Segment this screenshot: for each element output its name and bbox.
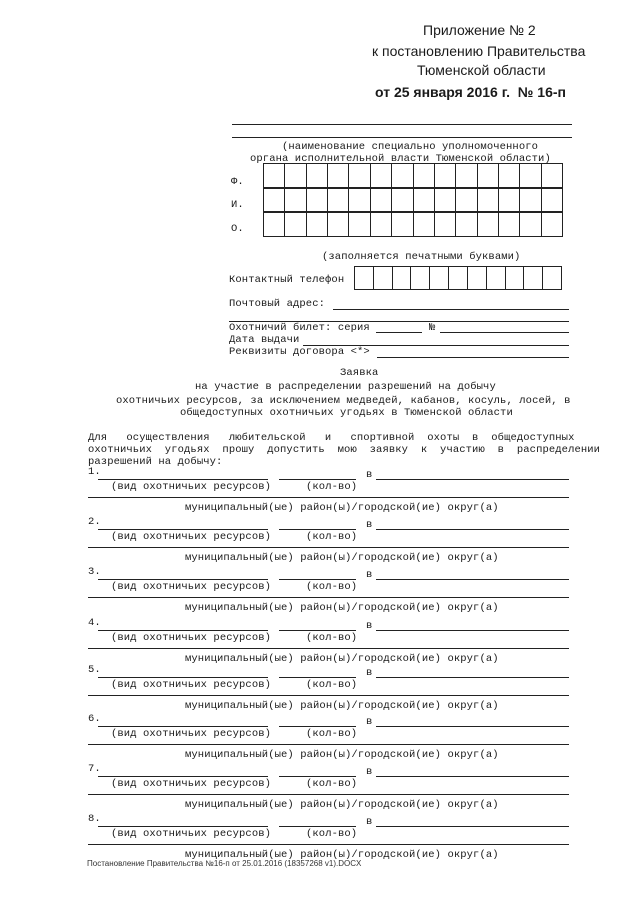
application-subtitle-3: общедоступных охотничьих угодьях в Тюменской области [180,407,513,419]
quantity-field[interactable] [279,726,356,727]
species-caption: (вид охотничьих ресурсов) [111,632,272,644]
authority-caption-1: (наименование специально уполномоченного [282,141,539,153]
application-subtitle-2: охотничьих ресурсов, за исключением медведей, кабанов, косуль, лосей, в [116,395,571,407]
in-word: в [366,667,373,679]
ticket-number-field[interactable] [440,332,569,333]
patronymic-letter-cells[interactable] [263,211,563,237]
district-field[interactable] [88,597,569,598]
entry-number: 2. [88,516,101,528]
application-subtitle-1: на участие в распределении разрешений на добычу [195,381,496,393]
entry-number: 1. [88,466,101,478]
quantity-caption: (кол-во) [306,778,358,790]
district-caption: муниципальный(ые) район(ы)/городской(ие) округ(а) [185,700,499,712]
district-caption: муниципальный(ые) район(ы)/городской(ие) округ(а) [185,849,499,861]
postal-address-field[interactable] [333,309,569,310]
surname-label: Ф. [231,176,244,188]
block-letters-note: (заполняется печатными буквами) [322,251,521,263]
district-caption: муниципальный(ые) район(ы)/городской(ие) округ(а) [185,602,499,614]
decree-reference-line1: к постановлению Правительства [372,43,586,59]
patronymic-label: О. [231,223,244,235]
footer-document-reference: Постановление Правительства №16-п от 25.01.2016 (18357268 v1).DOCX [87,859,362,868]
location-field[interactable] [376,479,569,480]
entry-number: 8. [88,813,101,825]
authority-caption-2: органа исполнительной власти Тюменской области) [250,153,551,165]
district-caption: муниципальный(ые) район(ы)/городской(ие) округ(а) [185,552,499,564]
decree-reference-line2: Тюменской области [417,62,546,78]
quantity-field[interactable] [279,479,356,480]
ticket-number-sign: № [429,322,436,334]
district-field[interactable] [88,547,569,548]
request-text-3: разрешений на добычу: [88,456,223,468]
quantity-field[interactable] [279,529,356,530]
entry-number: 5. [88,664,101,676]
district-caption: муниципальный(ые) район(ы)/городской(ие) округ(а) [185,749,499,761]
species-field[interactable] [98,677,268,678]
species-field[interactable] [98,776,268,777]
district-field[interactable] [88,844,569,845]
phone-digit-cells[interactable] [354,266,562,290]
district-field[interactable] [88,695,569,696]
species-field[interactable] [98,579,268,580]
location-field[interactable] [376,776,569,777]
issue-date-label: Дата выдачи [229,334,300,346]
quantity-field[interactable] [279,579,356,580]
surname-letter-cells[interactable] [263,163,563,189]
request-text-2: охотничьих угодьях прошу допустить мою заявку к участию в распределении [88,444,601,456]
district-caption: муниципальный(ые) район(ы)/городской(ие) округ(а) [185,653,499,665]
species-caption: (вид охотничьих ресурсов) [111,581,272,593]
name-letter-cells[interactable] [263,187,563,213]
district-field[interactable] [88,744,569,745]
district-caption: муниципальный(ые) район(ы)/городской(ие) округ(а) [185,799,499,811]
district-field[interactable] [88,497,569,498]
species-field[interactable] [98,826,268,827]
species-caption: (вид охотничьих ресурсов) [111,778,272,790]
species-caption: (вид охотничьих ресурсов) [111,728,272,740]
district-field[interactable] [88,648,569,649]
quantity-field[interactable] [279,826,356,827]
ticket-series-field[interactable] [376,332,422,333]
species-caption: (вид охотничьих ресурсов) [111,828,272,840]
species-caption: (вид охотничьих ресурсов) [111,481,272,493]
in-word: в [366,716,373,728]
phone-label: Контактный телефон [229,274,345,286]
entry-number: 7. [88,763,101,775]
quantity-caption: (кол-во) [306,581,358,593]
species-field[interactable] [98,630,268,631]
in-word: в [366,469,373,481]
appendix-number: Приложение № 2 [423,22,536,38]
species-caption: (вид охотничьих ресурсов) [111,531,272,543]
quantity-caption: (кол-во) [306,531,358,543]
quantity-caption: (кол-во) [306,728,358,740]
location-field[interactable] [376,677,569,678]
quantity-field[interactable] [279,630,356,631]
entry-number: 6. [88,713,101,725]
contract-details-field[interactable] [377,357,569,358]
in-word: в [366,816,373,828]
hunting-ticket-label: Охотничий билет: серия [229,322,370,334]
decree-date: от 25 января 2016 г. № 16-п [375,84,566,100]
species-field[interactable] [98,726,268,727]
quantity-caption: (кол-во) [306,481,358,493]
postal-address-label: Почтовый адрес: [229,298,326,310]
entry-number: 4. [88,617,101,629]
species-field[interactable] [98,529,268,530]
in-word: в [366,620,373,632]
quantity-field[interactable] [279,677,356,678]
district-caption: муниципальный(ые) район(ы)/городской(ие) округ(а) [185,502,499,514]
quantity-caption: (кол-во) [306,679,358,691]
authority-line-2 [232,137,572,138]
location-field[interactable] [376,826,569,827]
in-word: в [366,766,373,778]
location-field[interactable] [376,726,569,727]
request-text-1: Для осуществления любительской и спортивной охоты в общедоступных [88,432,575,444]
species-field[interactable] [98,479,268,480]
location-field[interactable] [376,630,569,631]
application-title: Заявка [340,367,379,379]
quantity-caption: (кол-во) [306,828,358,840]
in-word: в [366,569,373,581]
location-field[interactable] [376,529,569,530]
species-caption: (вид охотничьих ресурсов) [111,679,272,691]
name-label: И. [231,199,244,211]
district-field[interactable] [88,794,569,795]
quantity-caption: (кол-во) [306,632,358,644]
contract-details-label: Реквизиты договора <*> [229,346,370,358]
location-field[interactable] [376,579,569,580]
authority-line-1 [232,124,572,125]
entry-number: 3. [88,566,101,578]
quantity-field[interactable] [279,776,356,777]
in-word: в [366,519,373,531]
